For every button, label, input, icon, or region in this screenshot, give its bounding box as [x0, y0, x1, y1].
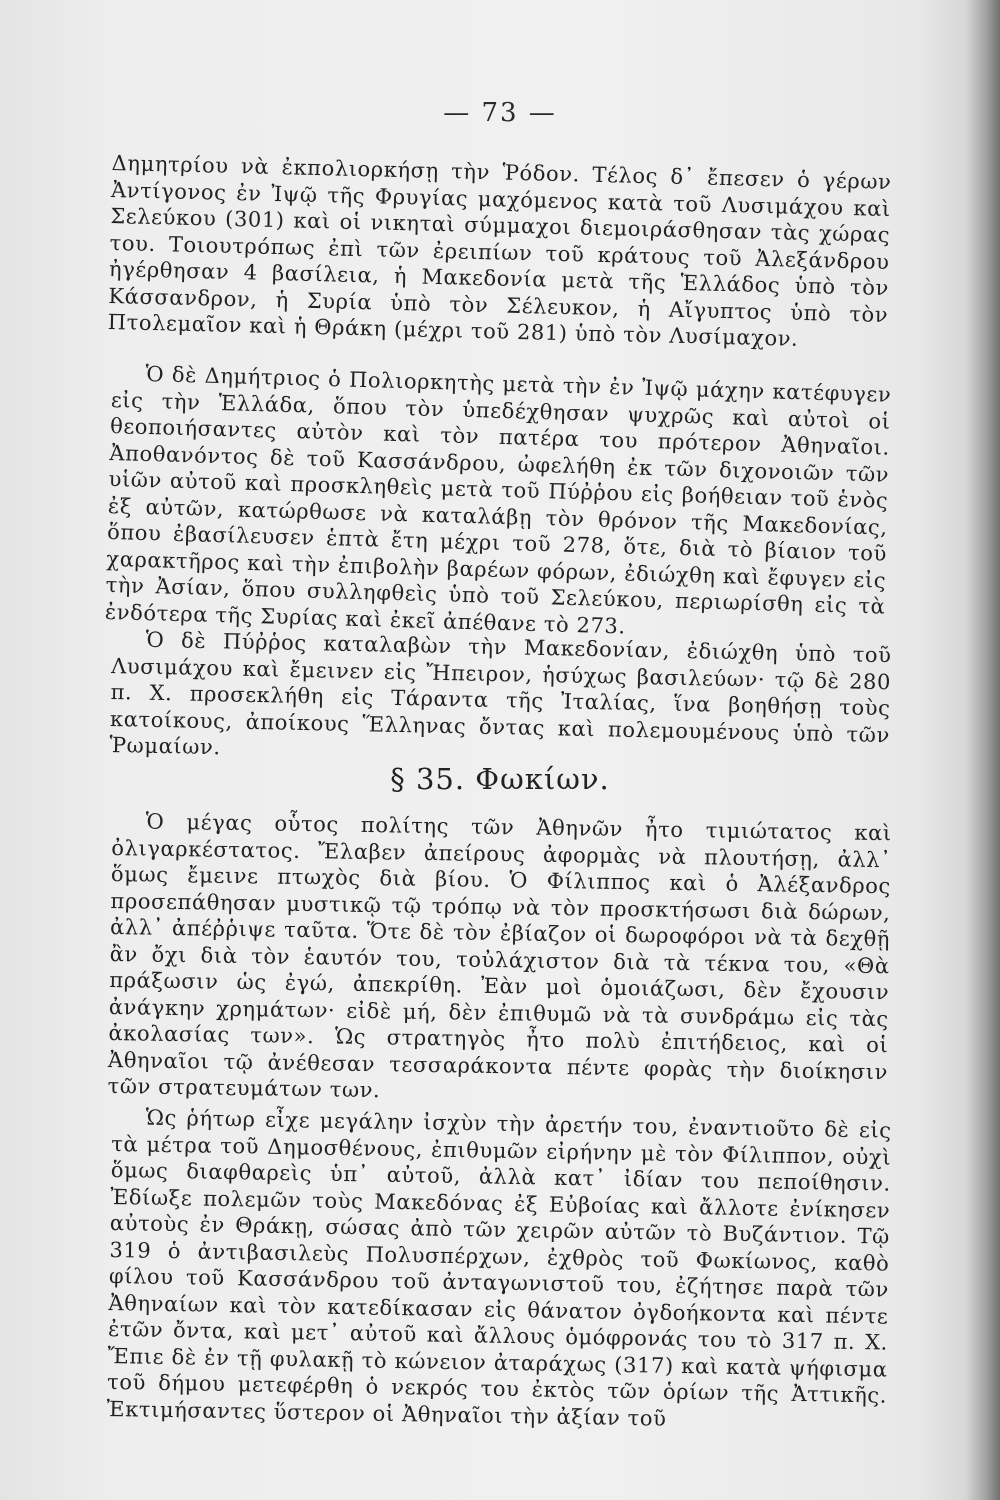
paragraph-block	[107, 808, 891, 1112]
paragraph-block	[107, 150, 891, 355]
paragraph-demetrius-poliorcetes: Ὁ δὲ Δημήτριος ὁ Πολιορκητὴς μετὰ τὴν ἐν Ἰψῷ μάχην κατέφυγεν εἰς τὴν Ἑλλάδα, ὅπου τὸν ὑπεδέχθησαν ψυχρῶς καὶ αὐτοὶ οἱ θεοποιήσαντες αὐτὸν καὶ τὸν πατέρα του πρότερον Ἀθηναῖοι. Ἀποθανόντος δὲ τοῦ Κασσάνδρου, ὠφελήθη ἐκ τῶν διχονοιῶν τῶν υἱῶν αὐτοῦ καὶ προσκληθεὶς μετὰ τοῦ Πύῤῥου εἰς βοήθειαν τοῦ ἑνὸς ἐξ αὐτῶν, κατώρθωσε νὰ καταλάβῃ τὸν θρόνον τῆς Μακεδονίας, ὅπου ἐβασίλευσεν ἑπτὰ ἔτη μέχρι τοῦ 278, ὅτε, διὰ τὸ βίαιον τοῦ χαρακτῆρος καὶ τὴν ἐπιβολὴν βαρέων φόρων, ἐδιώχθη καὶ ἔφυγεν εἰς τὴν Ἀσίαν, ὅπου συλληφθεὶς ὑπὸ τοῦ Σελεύκου, περιωρίσθη εἰς τὰ ἐνδότερα τῆς Συρίας καὶ ἐκεῖ ἀπέθανε τὸ 273.	[104, 361, 892, 638]
paragraph-block	[105, 360, 892, 647]
page-number: — 73 —	[443, 98, 557, 128]
paragraph-block	[106, 1104, 891, 1436]
paragraph-phocion-orator: Ὡς ῥήτωρ εἶχε μεγάλην ἰσχὺν τὴν ἀρετήν του, ἐναντιοῦτο δὲ εἰς τὰ μέτρα τοῦ Δημοσθένους, ἐπιθυμῶν εἰρήνην μὲ τὸν Φίλιππον, οὐχὶ ὅμως διαφθαρεὶς ὑπ᾽ αὐτοῦ, ἀλλὰ κατ᾽ ἰδίαν του πεποίθησιν. Ἐδίωξε πολεμῶν τοὺς Μακεδόνας ἐξ Εὐβοίας καὶ ἄλλοτε ἐνίκησεν αὐτοὺς ἐν Θράκῃ, σώσας ἀπὸ τῶν χειρῶν αὐτῶν τὸ Βυζάντιον. Τῷ 319 ὁ ἀντιβασιλεὺς Πολυσπέρχων, ἐχθρὸς τοῦ Φωκίωνος, καθὸ φίλου τοῦ Κασσάνδρου τοῦ ἀνταγωνιστοῦ του, ἐζήτησε παρὰ τῶν Ἀθηναίων καὶ τὸν κατεδίκασαν εἰς θάνατον ὀγδοήκοντα καὶ πέντε ἐτῶν ὄντα, καὶ μετ᾽ αὐτοῦ καὶ ἄλλους ὁμόφρονάς του τὸ 317 π. Χ. Ἔπιε δὲ ἐν τῇ φυλακῇ τὸ κώνειον ἀταράχως (317) καὶ κατὰ ψήφισμα τοῦ δήμου μετεφέρθη ὁ νεκρός του ἐκτὸς τῶν ὁρίων τῆς Ἀττικῆς. Ἐκτιμήσαντες ὕστερον οἱ Ἀθηναῖοι τὴν ἀξίαν τοῦ	[106, 1105, 892, 1431]
section-heading: § 35. Φωκίων.	[390, 762, 610, 796]
paragraph-pyrrhus: Ὁ δὲ Πύῤῥος καταλαβὼν τὴν Μακεδονίαν, ἐδιώχθη ὑπὸ τοῦ Λυσιμάχου καὶ ἔμεινεν εἰς Ἤπειρον, ἡσύχως βασιλεύων· τῷ δὲ 280 π. Χ. προσεκλήθη εἰς Τάραντα τῆς Ἰταλίας, ἵνα βοηθήσῃ τοὺς κατοίκους, ἀποίκους Ἕλληνας ὄντας καὶ πολεμουμένους ὑπὸ τῶν Ῥωμαίων.	[109, 627, 892, 760]
paragraph-phocion-character: Ὁ μέγας οὗτος πολίτης τῶν Ἀθηνῶν ἦτο τιμιώτατος καὶ ὀλιγαρκέστατος. Ἔλαβεν ἀπείρους ἀφορμὰς νὰ πλουτήσῃ, ἀλλ᾽ ὅμως ἔμεινε πτωχὸς διὰ βίου. Ὁ Φίλιππος καὶ ὁ Ἀλέξανδρος προσεπάθησαν μυστικῷ τῷ τρόπῳ νὰ τὸν προσκτήσωσι διὰ δώρων, ἀλλ᾽ ἀπέῤῥιψε ταῦτα. Ὅτε δὲ τὸν ἐβίαζον οἱ δωροφόροι νὰ τὰ δεχθῇ ἂν ὄχι διὰ τὸν ἑαυτόν του, τοὐλάχιστον διὰ τὰ τέκνα του, «Θὰ πράξωσιν ὡς ἐγώ, ἀπεκρίθη. Ἐὰν μοὶ ὁμοιάζωσι, δὲν ἔχουσιν ἀνάγκην χρημάτων· εἰδὲ μή, δὲν ἐπιθυμῶ νὰ τὰ συνδράμω εἰς τὰς ἀκολασίας των». Ὡς στρατηγὸς ἦτο πολὺ ἐπιτήδειος, καὶ οἱ Ἀθηναῖοι τῷ ἀνέθεσαν τεσσαράκοντα πέντε φορὰς τὴν διοίκησιν τῶν στρατευμάτων των.	[107, 809, 892, 1103]
paragraph-antigonus-ipsus: Δημητρίου νὰ ἐκπολιορκήσῃ τὴν Ῥόδον. Τέλος δ᾽ ἔπεσεν ὁ γέρων Ἀντίγονος ἐν Ἰψῷ τῆς Φρυγίας μαχόμενος κατὰ τοῦ Λυσιμάχου καὶ Σελεύκου (301) καὶ οἱ νικηταὶ σύμμαχοι διεμοιράσθησαν τὰς χώρας του. Τοιουτρόπως ἐπὶ τῶν ἐρειπίων τοῦ κράτους τοῦ Ἀλεξάνδρου ἠγέρθησαν 4 βασίλεια, ἡ Μακεδονία μετὰ τῆς Ἑλλάδος ὑπὸ τὸν Κάσσανδρον, ἡ Συρία ὑπὸ τὸν Σέλευκον, ἡ Αἴγυπτος ὑπὸ τὸν Πτολεμαῖον καὶ ἡ Θράκη (μέχρι τοῦ 281) ὑπὸ τὸν Λυσίμαχον.	[107, 150, 892, 351]
page-edge-shadow	[966, 0, 1000, 1500]
paragraph-block	[109, 626, 892, 775]
